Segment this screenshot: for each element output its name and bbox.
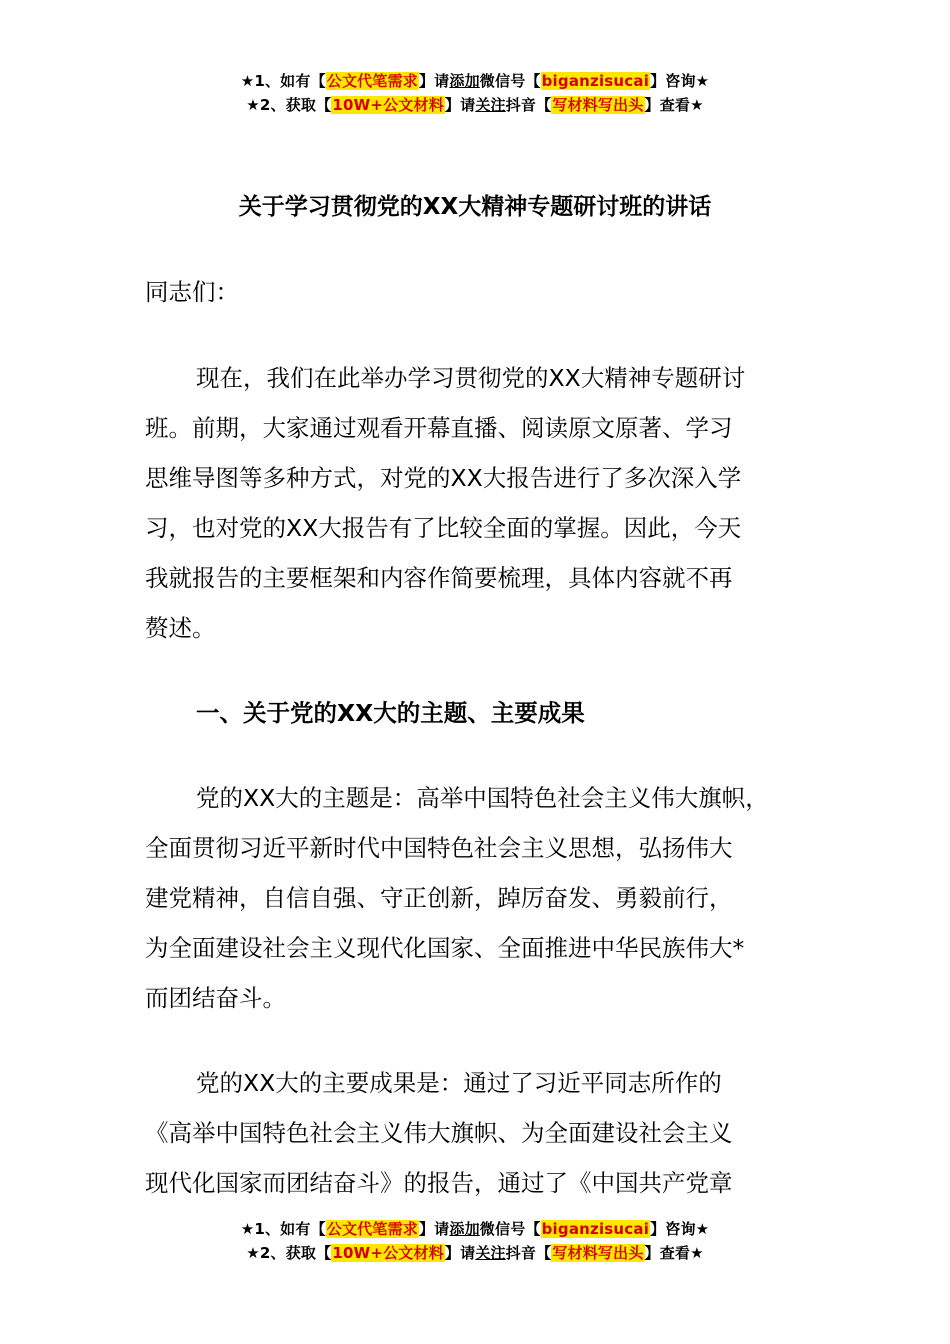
paragraph-1-line: 思维导图等多种方式，对党的XX大报告进行了多次深入学 — [145, 464, 742, 492]
promo-text: 抖音【 — [505, 96, 552, 114]
paragraph-2-line: 而团结奋斗。 — [145, 984, 286, 1012]
promo-highlight: 10W+公文材料 — [332, 96, 444, 114]
salutation: 同志们： — [145, 278, 239, 306]
promo-underline: 添加 — [449, 72, 480, 90]
paragraph-2-line: 全面贯彻习近平新时代中国特色社会主义思想，弘扬伟大 — [145, 834, 733, 862]
promo-text: 】查看★ — [644, 96, 704, 114]
paragraph-3-line: 现代化国家而团结奋斗》的报告，通过了《中国共产党章 — [145, 1169, 733, 1197]
promo-notice-top — [0, 69, 950, 117]
document-title: 关于学习贯彻党的XX大精神专题研讨班的讲话 — [238, 194, 712, 220]
promo-highlight: 公文代笔需求 — [326, 72, 418, 90]
paragraph-2-line: 为全面建设社会主义现代化国家、全面推进中华民族伟大* — [145, 934, 745, 962]
promo-line-2 — [0, 1241, 950, 1265]
promo-text: 】请 — [444, 96, 476, 114]
paragraph-2-line: 党的XX大的主题是：高举中国特色社会主义伟大旗帜， — [196, 784, 769, 812]
paragraph-1-line: 赘述。 — [145, 614, 216, 642]
paragraph-3-line: 党的XX大的主要成果是：通过了习近平同志所作的 — [196, 1069, 722, 1097]
paragraph-1-line: 我就报告的主要框架和内容作简要梳理，具体内容就不再 — [145, 564, 733, 592]
paragraph-1-line: 习，也对党的XX大报告有了比较全面的掌握。因此，今天 — [145, 514, 742, 542]
promo-text: ★1、如有【 — [240, 72, 326, 90]
promo-text: 抖音【 — [505, 1244, 552, 1262]
promo-text: 】请 — [444, 1244, 476, 1262]
promo-underline: 关注 — [475, 1244, 506, 1262]
section-heading-1: 一、关于党的XX大的主题、主要成果 — [196, 699, 585, 727]
promo-highlight: 公文代笔需求 — [326, 1220, 418, 1238]
promo-highlight: 10W+公文材料 — [332, 1244, 444, 1262]
promo-highlight-wechat-id: biganzisucai — [541, 72, 650, 90]
promo-text: ★2、获取【 — [246, 1244, 332, 1262]
promo-highlight-douyin-id: 写材料写出头 — [552, 96, 644, 114]
promo-line-2 — [0, 93, 950, 117]
promo-highlight-wechat-id: biganzisucai — [541, 1220, 650, 1238]
promo-text: ★2、获取【 — [246, 96, 332, 114]
promo-underline: 添加 — [449, 1220, 480, 1238]
promo-line-1 — [0, 1217, 950, 1241]
promo-text: 微信号【 — [479, 1220, 541, 1238]
promo-text: 】咨询★ — [650, 1220, 710, 1238]
paragraph-2-line: 建党精神，自信自强、守正创新，踔厉奋发、勇毅前行， — [145, 884, 733, 912]
promo-underline: 关注 — [475, 96, 506, 114]
promo-text: 】请 — [418, 1220, 450, 1238]
promo-text: 微信号【 — [479, 72, 541, 90]
promo-highlight-douyin-id: 写材料写出头 — [552, 1244, 644, 1262]
paragraph-3-line: 《高举中国特色社会主义伟大旗帜、为全面建设社会主义 — [145, 1119, 733, 1147]
promo-notice-bottom — [0, 1217, 950, 1265]
promo-text: 】咨询★ — [650, 72, 710, 90]
paragraph-1-line: 现在，我们在此举办学习贯彻党的XX大精神专题研讨 — [196, 364, 746, 392]
promo-text: 】请 — [418, 72, 450, 90]
promo-line-1 — [0, 69, 950, 93]
promo-text: 】查看★ — [644, 1244, 704, 1262]
paragraph-1-line: 班。前期，大家通过观看开幕直播、阅读原文原著、学习 — [145, 414, 733, 442]
promo-text: ★1、如有【 — [240, 1220, 326, 1238]
